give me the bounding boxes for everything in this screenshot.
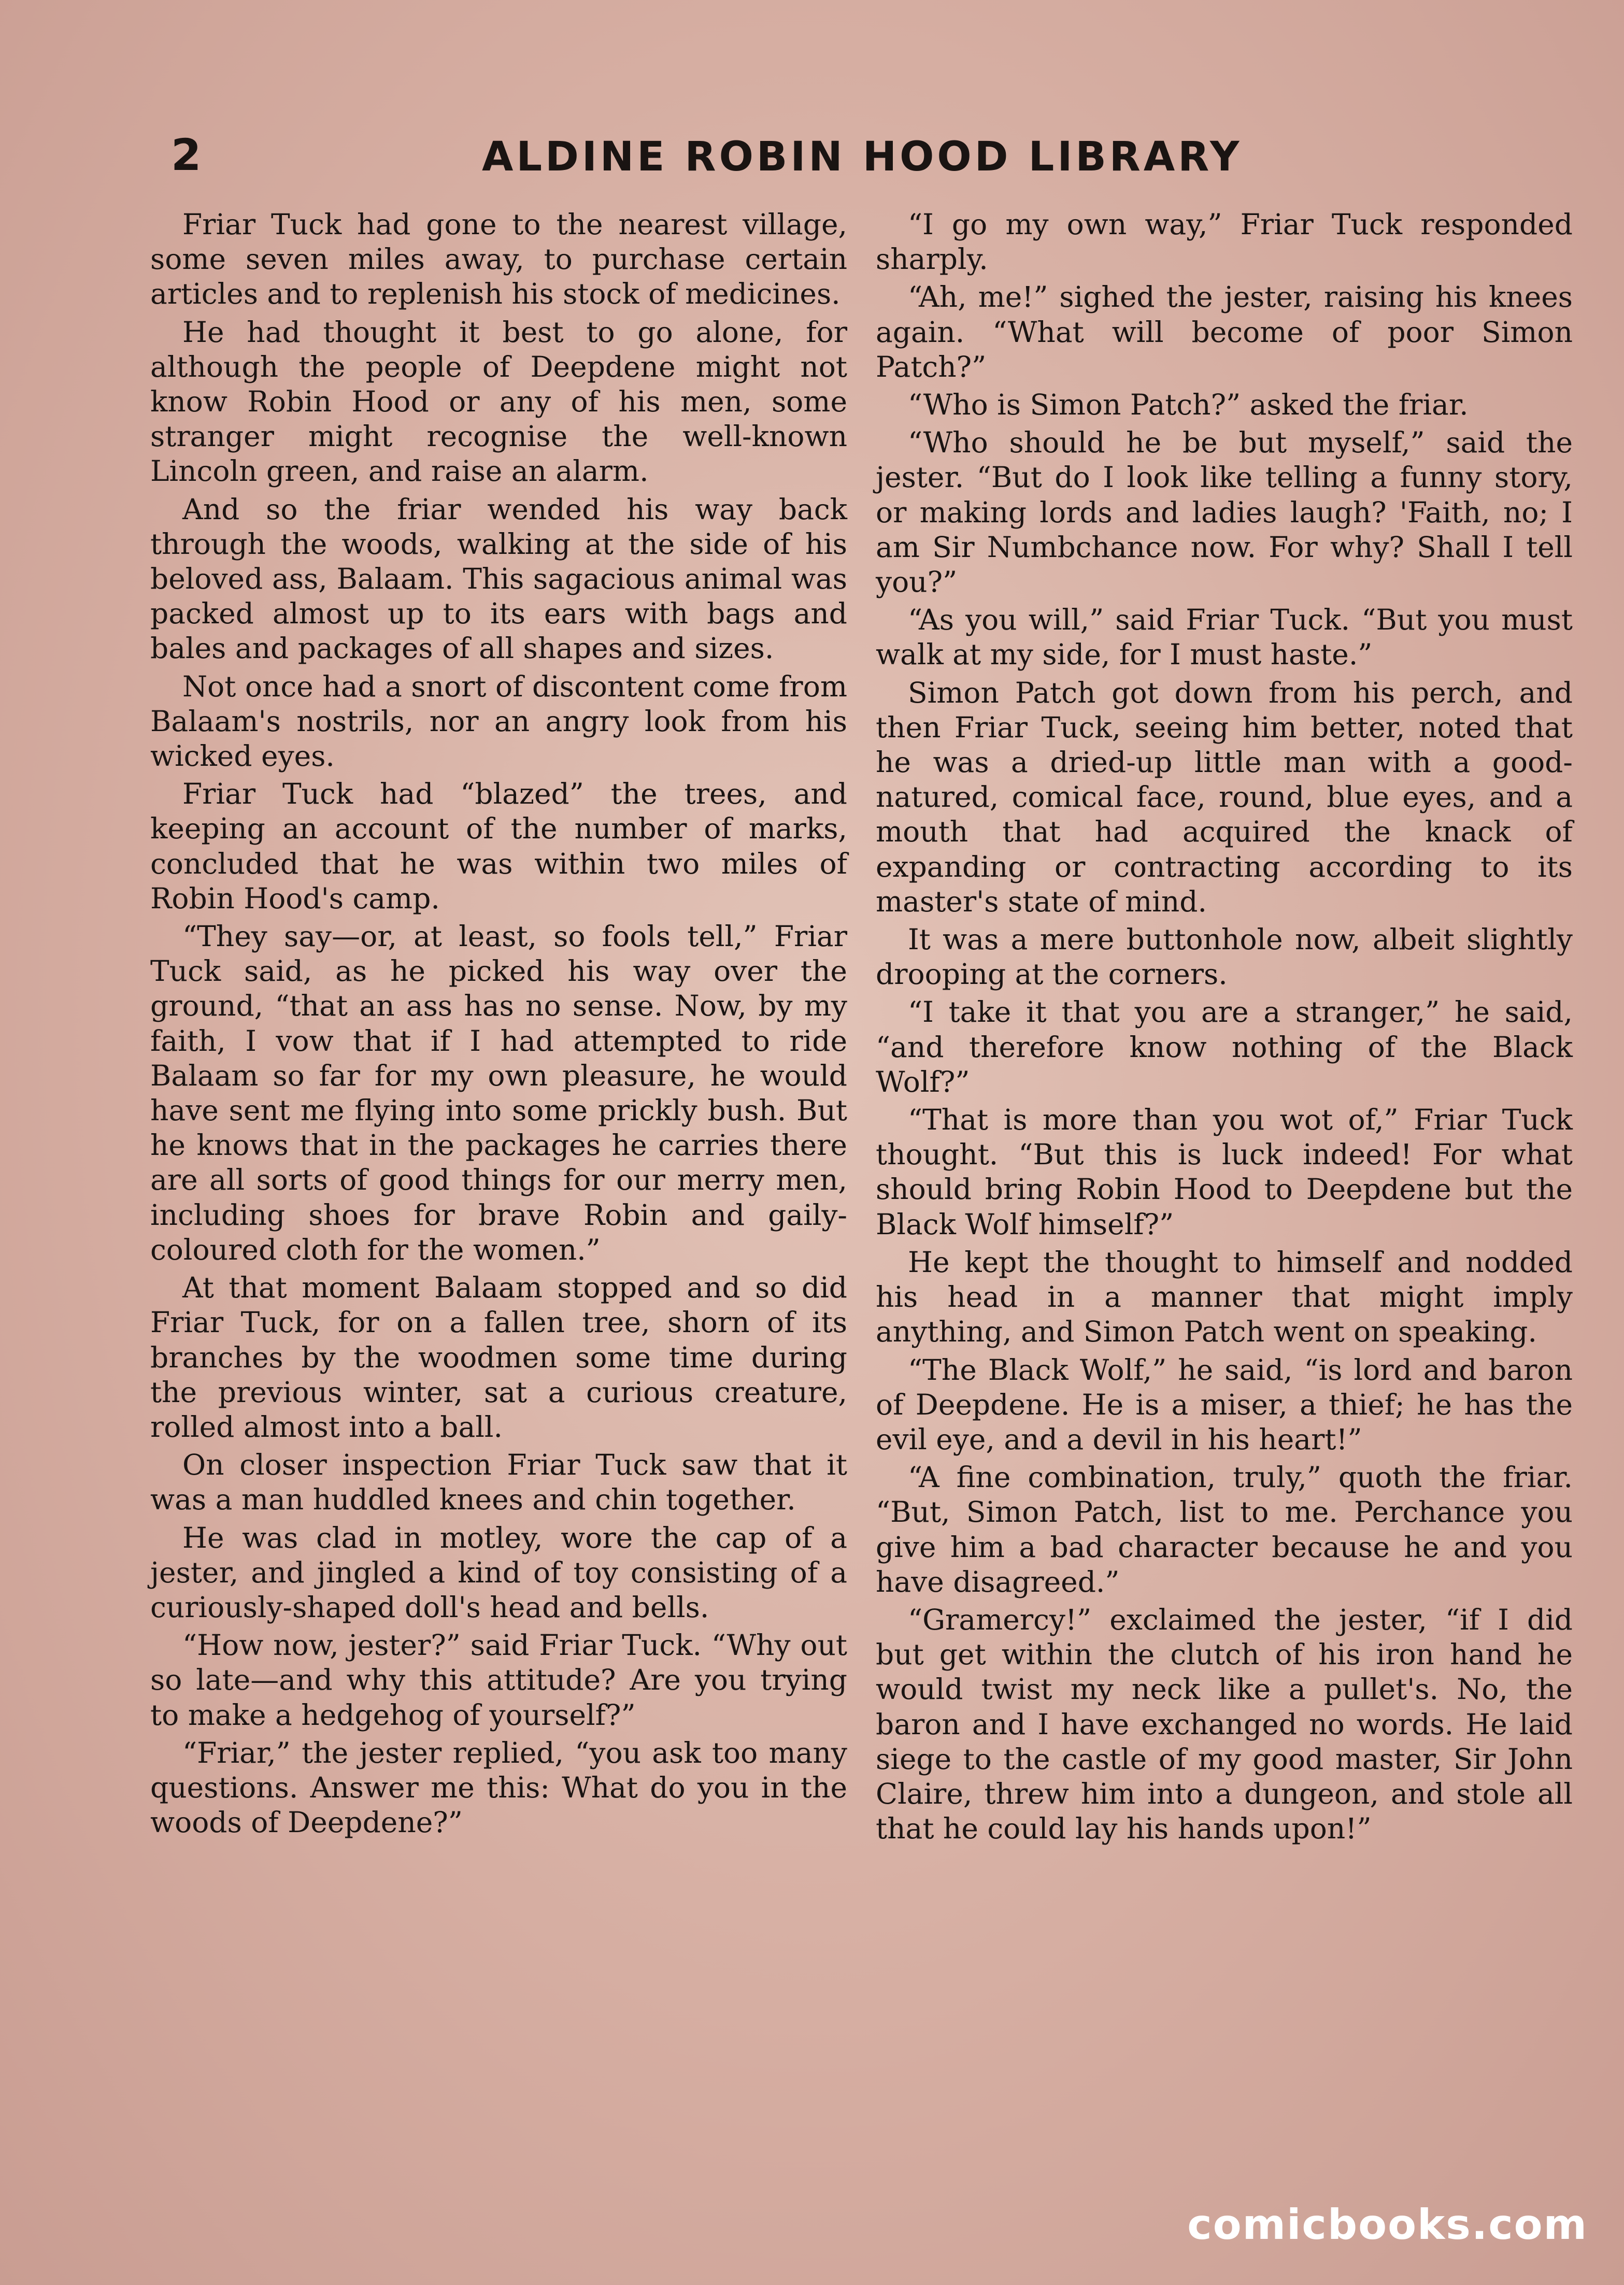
paragraph: He was clad in motley, wore the cap of a jester, and jingled a kind of toy consisting of a curiously-shaped doll's head and bells. [150,1521,847,1624]
paragraph: On closer inspection Friar Tuck saw that it was a man huddled knees and chin together. [150,1448,847,1517]
paragraph: “The Black Wolf,” he said, “is lord and baron of Deepdene. He is a miser, a thief; he has the evil eye, and a devil in his heart!” [876,1353,1573,1456]
left-column [150,207,847,1840]
page-number: 2 [171,130,202,180]
paragraph: “Gramercy!” exclaimed the jester, “if I did but get within the clutch of his iron hand he would twist my neck like a pullet's. No, the baron and I have exchanged no words. He laid siege to the castle of my good master, Sir John Claire, threw him into a dungeon, and stole all that he could lay his hands upon!” [876,1603,1573,1846]
paragraph: Friar Tuck had “blazed” the trees, and keeping an account of the number of marks, concluded that he was within two miles of Robin Hood's camp. [150,777,847,915]
paragraph: He kept the thought to himself and nodded his head in a manner that might imply anything, and Simon Patch went on speaking. [876,1245,1573,1349]
paragraph: “Who is Simon Patch?” asked the friar. [908,388,1469,422]
paragraph: “Friar,” the jester replied, “you ask too many questions. Answer me this: What do you in the woods of Deepdene?” [150,1736,847,1839]
paragraph: Not once had a snort of discontent come from Balaam's nostrils, nor an angry look from his wicked eyes. [150,669,847,773]
paragraph: “I take it that you are a stranger,” he said, “and therefore know nothing of the Black Wolf?” [876,995,1573,1098]
paragraph: He had thought it best to go alone, for although the people of Deepdene might not know Robin Hood or any of his men, some stranger might recognise the well-known Lincoln green, and raise an alarm. [150,315,847,488]
paragraph: “How now, jester?” said Friar Tuck. “Why out so late—and why this attitude? Are you trying to make a hedgehog of yourself?” [150,1629,847,1732]
paragraph: It was a mere buttonhole now, albeit slightly drooping at the corners. [876,923,1573,991]
right-column [876,207,1573,1846]
paragraph: “Who should he be but myself,” said the jester. “But do I look like telling a funny story, or making lords and ladies laugh? 'Faith, no; I am Sir Numbchance now. For why? Shall I tell you?” [876,426,1573,599]
paragraph: “As you will,” said Friar Tuck. “But you must walk at my side, for I must haste.” [876,603,1573,672]
paragraph: And so the friar wended his way back through the woods, walking at the side of his beloved ass, Balaam. This sagacious animal was packed almost up to its ears with bags and bales and packages of all shapes and sizes. [150,492,847,665]
paragraph: Friar Tuck had gone to the nearest village, some seven miles away, to purchase certain articles and to replenish his stock of medicines. [150,208,847,311]
paragraph: “They say—or, at least, so fools tell,” Friar Tuck said, as he picked his way over the ground, “that an ass has no sense. Now, by my faith, I vow that if I had attempted to ride Balaam so far for my own pleasure, he would have sent me flying into some prickly bush. But he knows that in the packages he carries there are all sorts of good things for our merry men, including shoes for brave Robin and gaily-coloured cloth for the women.” [150,920,847,1266]
paragraph: Simon Patch got down from his perch, and then Friar Tuck, seeing him better, noted that he was a dried-up little man with a good-natured, comical face, round, blue eyes, and a mouth that had acquired the knack of expanding or contracting according to its master's state of mind. [876,676,1573,918]
running-title: ALDINE ROBIN HOOD LIBRARY [482,134,1243,180]
paragraph: “Ah, me!” sighed the jester, raising his knees again. “What will become of poor Simon Patch?” [876,280,1573,383]
watermark: comicbooks.com [1187,2201,1588,2249]
paragraph: At that moment Balaam stopped and so did Friar Tuck, for on a fallen tree, shorn of its branches by the woodmen some time during the previous winter, sat a curious creature, rolled almost into a ball. [150,1271,847,1444]
paragraph: “That is more than you wot of,” Friar Tuck thought. “But this is luck indeed! For what should bring Robin Hood to Deepdene but the Black Wolf himself?” [876,1103,1573,1241]
paragraph: “I go my own way,” Friar Tuck responded sharply. [876,208,1573,276]
paragraph: “A fine combination, truly,” quoth the friar. “But, Simon Patch, list to me. Perchance you give him a bad character because he and you have disagreed.” [876,1461,1573,1598]
page-header [171,130,1498,192]
